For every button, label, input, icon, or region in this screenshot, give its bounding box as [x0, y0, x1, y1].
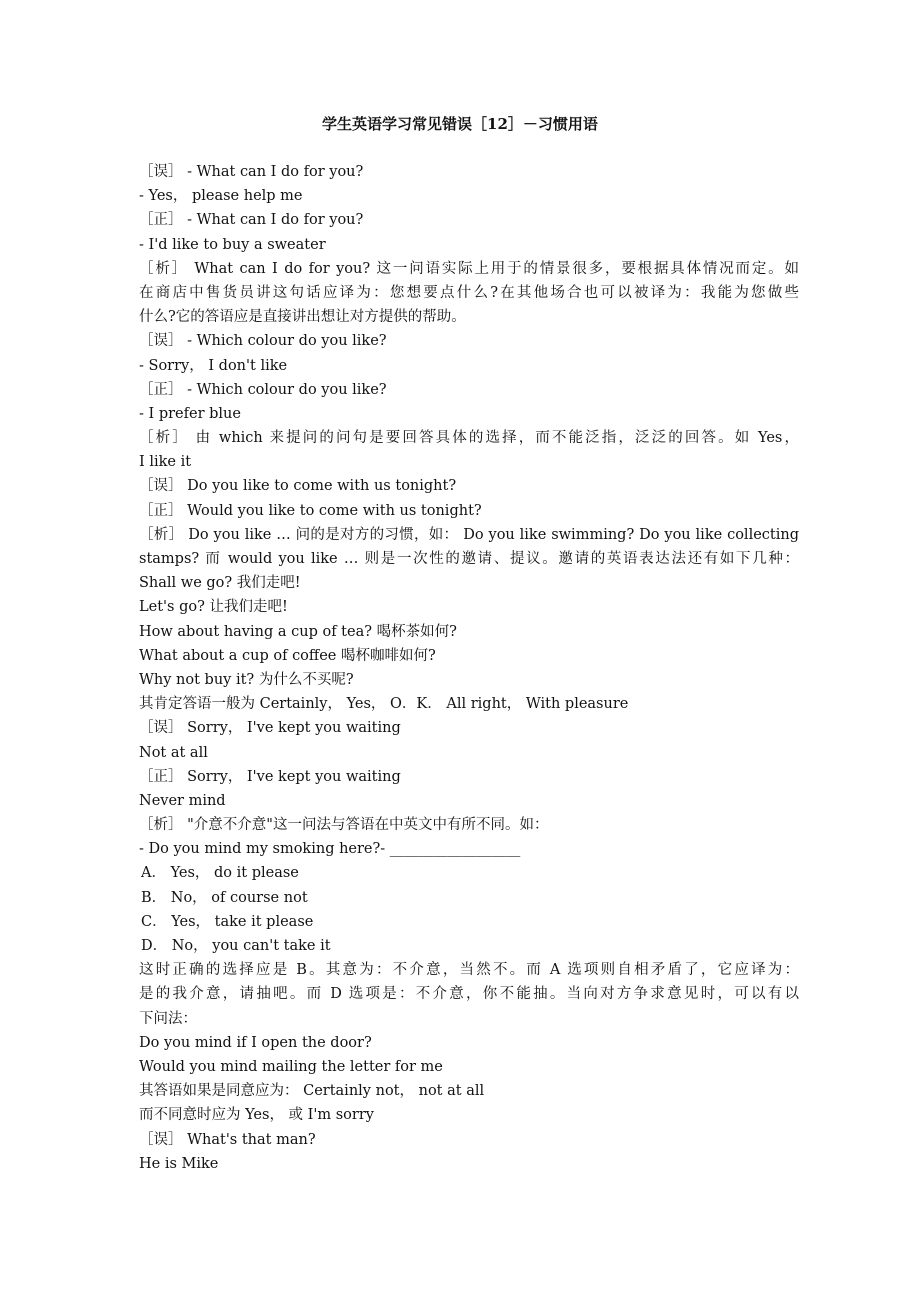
text-line: He is Mike	[139, 1155, 219, 1172]
option-a: A． Yes， do it please	[141, 865, 299, 882]
text-line: - Sorry， I don't like	[139, 357, 288, 374]
text-line: 下问法：	[139, 1010, 197, 1027]
text-line: ［析］ What can I do for you? 这一问语实际上用于的情景很多，要根据具体情况而定。如	[139, 260, 799, 277]
text-line: ［误］ What's that man?	[139, 1131, 316, 1148]
document-body	[139, 160, 799, 1176]
text-line: 什么?它的答语应是直接讲出想让对方提供的帮助。	[139, 309, 466, 326]
text-line: - I prefer blue	[139, 405, 241, 422]
text-line: ［误］ Sorry， I've kept you waiting	[139, 720, 401, 737]
text-line: ［析］ 由 which 来提问的问句是要回答具体的选择，而不能泛指，泛泛的回答。如 Yes，	[139, 430, 799, 447]
text-line: Shall we go? 我们走吧!	[139, 575, 301, 592]
text-line: ［正］ Sorry， I've kept you waiting	[139, 768, 401, 785]
text-line: What about a cup of coffee 喝杯咖啡如何?	[139, 647, 436, 664]
text-line: ［误］ - Which colour do you like?	[139, 333, 387, 350]
text-line: Never mind	[139, 792, 226, 809]
option-d: D． No， you can't take it	[141, 938, 331, 954]
option-b: B． No， of course not	[141, 889, 308, 906]
text-line: Not at all	[139, 744, 208, 761]
text-line: Would you mind mailing the letter for me	[139, 1058, 443, 1075]
text-line: ［正］ - What can I do for you?	[139, 212, 364, 229]
text-line: ［析］ "介意不介意"这一问法与答语在中英文中有所不同。如：	[139, 817, 549, 834]
text-line: Do you mind if I open the door?	[139, 1034, 372, 1051]
text-line: I like it	[139, 454, 192, 471]
text-line: ［正］ Would you like to come with us tonight?	[139, 502, 482, 519]
text-line: ［析］ Do you like … 问的是对方的习惯，如： Do you like swimming? Do you like collecting	[139, 526, 799, 543]
text-line: stamps? 而 would you like … 则是一次性的邀请、提议。邀请的英语表达法还有如下几种：	[139, 551, 799, 567]
text-line: ［误］ Do you like to come with us tonight?	[139, 478, 457, 495]
option-c: C． Yes， take it please	[141, 913, 314, 930]
text-line: - Yes， please help me	[139, 188, 303, 205]
text-line: 是的我介意，请抽吧。而 D 选项是：不介意，你不能抽。当向对方争求意见时，可以有以	[139, 986, 799, 1003]
text-line: ［正］ - Which colour do you like?	[139, 381, 387, 398]
text-line: How about having a cup of tea? 喝杯茶如何?	[139, 623, 457, 640]
text-line: 在商店中售货员讲这句话应译为：您想要点什么?在其他场合也可以被译为：我能为您做些	[139, 284, 799, 301]
text-line: ［误］ - What can I do for you?	[139, 164, 364, 180]
text-line: 而不同意时应为 Yes， 或 I'm sorry	[139, 1107, 374, 1124]
text-line: Let's go? 让我们走吧!	[139, 599, 288, 616]
text-line: 其肯定答语一般为 Certainly， Yes， O．K． All right， With pleasure	[139, 696, 629, 713]
text-line: Why not buy it? 为什么不买呢?	[139, 671, 354, 688]
text-line: - Do you mind my smoking here?- __________________	[139, 841, 521, 858]
text-line: 这时正确的选择应是 B。其意为：不介意，当然不。而 A 选项则自相矛盾了，它应译为：	[139, 962, 799, 979]
page-title: 学生英语学习常见错误［12］－习惯用语	[322, 115, 598, 133]
text-line: - I'd like to buy a sweater	[139, 236, 326, 253]
text-line: 其答语如果是同意应为： Certainly not， not at all	[139, 1083, 485, 1100]
